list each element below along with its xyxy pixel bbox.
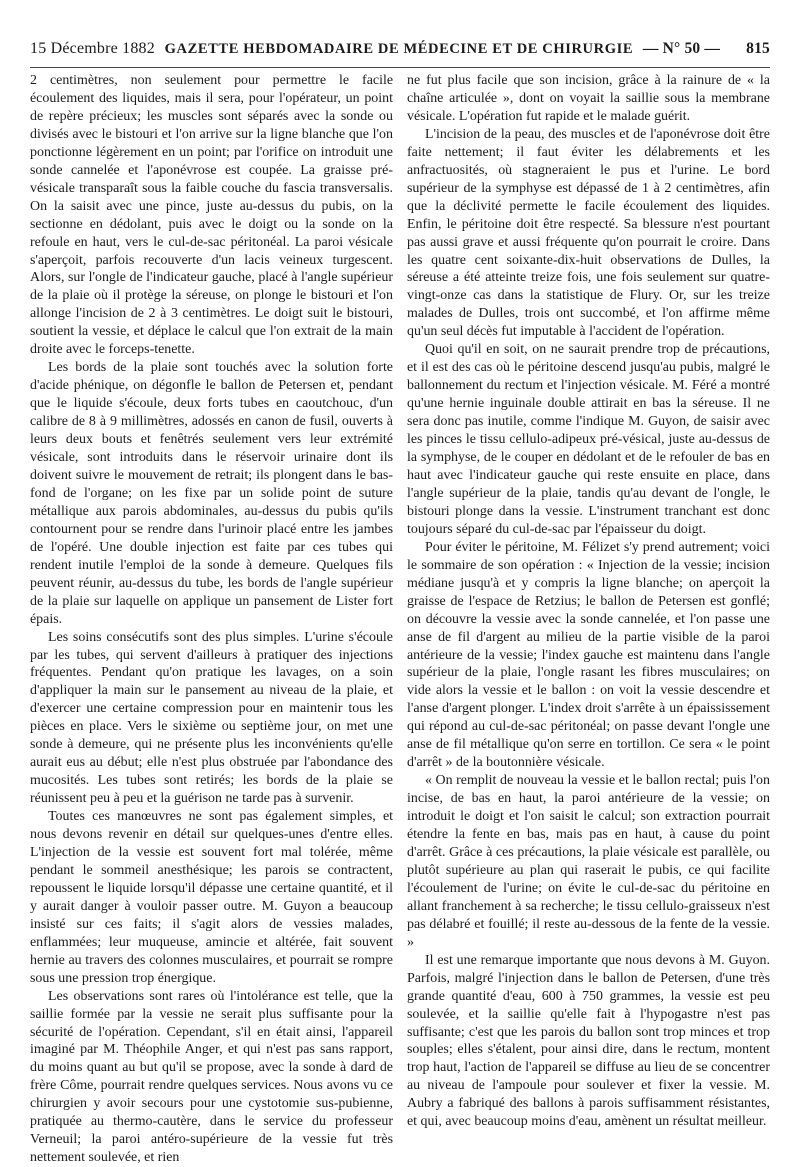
paragraph: Toutes ces manœuvres ne sont pas également simples, et nous devons revenir en détail sur quelques-unes d'entre elles. L'injection de la vessie est souvent fort mal tolérée, même pendant le sommeil anesthésique; les parois se contractent, repoussent le liquide lorsqu'il dépasse une certaine quantité, et il y aurait danger à vouloir passer outre. M. Guyon a beaucoup insisté sur ces faits; il s'agit alors de vessies malades, enflammées; leur muqueuse, amincie et altérée, fait souvent hernie au travers des colonnes musculaires, et pourrait se rompre sous une pression trop énergique.: [30, 809, 393, 986]
page-number: 815: [746, 40, 770, 57]
paragraph: Les bords de la plaie sont touchés avec la solution forte d'acide phénique, on dégonfle le ballon de Petersen et, pendant que le liquide s'écoule, deux forts tubes en caoutchouc, d'un calibre de 8 à 9 millimètres, adossés en canon de fusil, ouverts à leurs deux bouts et fenêtrés seulement vers leur extrémité vésicale, sont introduits dans le réservoir urinaire dont ils doivent suivre le mouvement de retrait; ils plongent dans le bas-fond de l'organe; on les fixe par un solide point de suture métallique aux parois abdominales, au-dessus du pubis qu'ils contournent pour se rendre dans l'urinoir placé entre les jambes de l'opéré. Une double injection est faite par ces tubes qui rendent inutile l'emploi de la sonde à demeure. Quelques fils peuvent réunir, au-dessus du tube, les bords de l'angle supérieur de la plaie sur laquelle on applique un pansement de Lister fort épais.: [30, 360, 393, 627]
paragraph: L'incision de la peau, des muscles et de l'aponévrose doit être faite nettement; il faut éviter les délabrements et les anfractuosités, où stagneraient le pus et l'urine. Le bord supérieur de la symphyse est dépassé de 1 à 2 centimètres, afin que la déclivité permette le facile écoulement des liquides. Enfin, le péritoine doit être respecté. Sa blessure n'est pourtant pas aussi grave et aussi fréquente qu'on pourrait le croire. Dans les quatre cent soixante-dix-huit observations de Dulles, la séreuse a été atteinte treize fois, une fois seulement sur quatre-vingt-onze cas dans la statistique de Flury. Or, sur les treize malades de Dulles, trois ont succombé, et l'on affirme même qu'un seul décès fut imputable à l'accident de l'opération.: [407, 126, 770, 340]
paragraph: Pour éviter le péritoine, M. Félizet s'y prend autrement; voici le sommaire de son opération : « Injection de la vessie; incision médiane jusqu'à et y compris la ligne blanche; on aperçoit la graisse de l'espace de Retzius; le ballon de Petersen est gonflé; on découvre la vessie avec la sonde cannelée, et l'on passe une anse de fil d'argent au milieu de la partie visible de la paroi antérieure de la vessie; l'index gauche est maintenu dans l'angle supérieur de la plaie, l'ongle rasant les fibres musculaires; on vide alors la vessie et le ballon : on voit la vessie descendre et l'anse d'argent plonger. L'index droit s'arrête à un épaississement qui répond au cul-de-sac péritonéal; on passe devant l'ongle une anse de fil métallique qu'on serre en tortillon. Ce sera « le point d'arrêt » de la boutonnière vésicale.: [407, 539, 770, 771]
text-columns: [30, 72, 770, 1167]
journal-title: GAZETTE HEBDOMADAIRE DE MÉDECINE ET DE CHIRURGIE: [164, 41, 634, 57]
paragraph: Les soins consécutifs sont des plus simples. L'urine s'écoule par les tubes, qui servent d'ailleurs à pratiquer des injections fréquentes. Pendant qu'on pratique les lavages, on a soin d'appliquer la main sur le pansement au niveau de la plaie, et d'exercer une certaine compression pour en maintenir tous les pièces en place. Vers le sixième ou septième jour, on met une sonde à demeure, qui ne présente plus les inconvénients qu'elle aurait eus au début; elle n'est plus obstruée par l'abondance des mucosités. Les tubes sont retirés; les bords de la plaie se réunissent peu à peu et la guérison ne tarde pas à survenir.: [30, 629, 393, 807]
issue-number: — N° 50 —: [642, 40, 721, 57]
paragraph: 2 centimètres, non seulement pour permettre le facile écoulement des liquides, mais il sera, pour l'opérateur, un point de repère précieux; les muscles sont séparés avec la sonde ou divisés avec le bistouri et l'on arrive sur la ligne blanche que l'on ponctionne légèrement en un point; par l'orifice on introduit une sonde cannelée et l'aponévrose est coupée. La graisse pré-vésicale transparaît sous la faible couche du fascia transversalis. On la saisit avec une pince, juste au-dessus du pubis, on la sectionne en dédolant, puis avec le doigt ou la sonde on la refoule en haut, vers le cul-de-sac péritonéal. La paroi vésicale s'aperçoit, parfois recouverte d'un lacis veineux turgescent. Alors, sur l'ongle de l'indicateur gauche, placé à l'angle supérieur de la plaie où il protège la séreuse, on plonge le bistouri et l'on allonge l'incision de 2 à 3 centimètres. Le doigt suit le bistouri, soutient la vessie, et déplace le calcul que l'on extrait de la main droite avec le forceps-tenette.: [30, 73, 393, 358]
header-right: [643, 40, 770, 58]
page-header: [30, 40, 770, 64]
paragraph: « On remplit de nouveau la vessie et le ballon rectal; puis l'on incise, de bas en haut, la paroi antérieure de la vessie; on introduit le doigt et l'on saisit le calcul; son extraction pourrait étendre la fente en bas, mais pas en haut, à cause du point d'arrêt. Grâce à ces précautions, la plaie vésicale est parallèle, ou plutôt supérieure au plan qui raserait le pubis, ce qui facilite l'écoulement de l'urine; on évite le cul-de-sac du péritoine en allant franchement à sa recherche; le tissu cellulo-graisseux n'est pas délabré et fouillé; il reste au-dessous de la fente de la vessie. »: [407, 773, 770, 950]
paragraph: ne fut plus facile que son incision, grâce à la rainure de « la chaîne articulée », dont on voyait la saillie sous la membrane vésicale. L'opération fut rapide et le malade guérit.: [407, 73, 770, 124]
right-column: [407, 72, 770, 1167]
header-date: 15 Décembre 1882: [30, 40, 155, 57]
paragraph: Quoi qu'il en soit, on ne saurait prendre trop de précautions, et il est des cas où le péritoine descend jusqu'au pubis, malgré le ballonnement du rectum et l'injection vésicale. M. Féré a montré qu'une hernie inguinale double attirait en bas la séreuse. Il ne sera donc pas inutile, comme l'indique M. Guyon, de saisir avec les pinces le tissu cellulo-adipeux pré-vésical, juste au-dessus de la symphyse, de le couper en dédolant et de le refouler de bas en haut avec l'indicateur gauche qui reste ensuite en place, dans l'angle supérieur de la plaie, tandis qu'au devant de l'ongle, le bistouri plonge dans la vessie. L'instrument tranchant est donc toujours séparé du cul-de-sac par l'épaisseur du doigt.: [407, 342, 770, 537]
paragraph: Il est une remarque importante que nous devons à M. Guyon. Parfois, malgré l'injection dans le ballon de Petersen, d'une très grande quantité d'eau, 600 à 750 grammes, la vessie est peu soulevée, et la saillie qu'elle fait à l'hypogastre n'est pas suffisante; c'est que les parois du ballon sont trop minces et trop souples; elles s'étalent, pour ainsi dire, dans le rectum, montent trop haut, l'action de l'appareil se diffuse au lieu de se concentrer au niveau de l'ampoule pour soulever et fixer la vessie. M. Aubry a fabriqué des ballons à parois suffisamment résistantes, et qui, avec beaucoup moins d'eau, amènent un résultat meilleur.: [407, 952, 770, 1130]
left-column: [30, 72, 393, 1167]
paragraph: Les observations sont rares où l'intolérance est telle, que la saillie formée par la vessie ne serait plus suffisante pour la sécurité de l'opération. Cependant, s'il en était ainsi, l'appareil imaginé par M. Théophile Anger, et qui n'est pas sans rapport, du moins quant au but qu'il se propose, avec la sonde à dard de frère Côme, pourrait rendre quelques services. Nous avons vu ce chirurgien y avoir secours pour une cystotomie sus-pubienne, pratiquée au thermo-cautère, dans le service du professeur Verneuil; la paroi antéro-supérieure de la vessie fut très nettement soulevée, et rien: [30, 988, 393, 1166]
header-rule: [30, 67, 770, 68]
